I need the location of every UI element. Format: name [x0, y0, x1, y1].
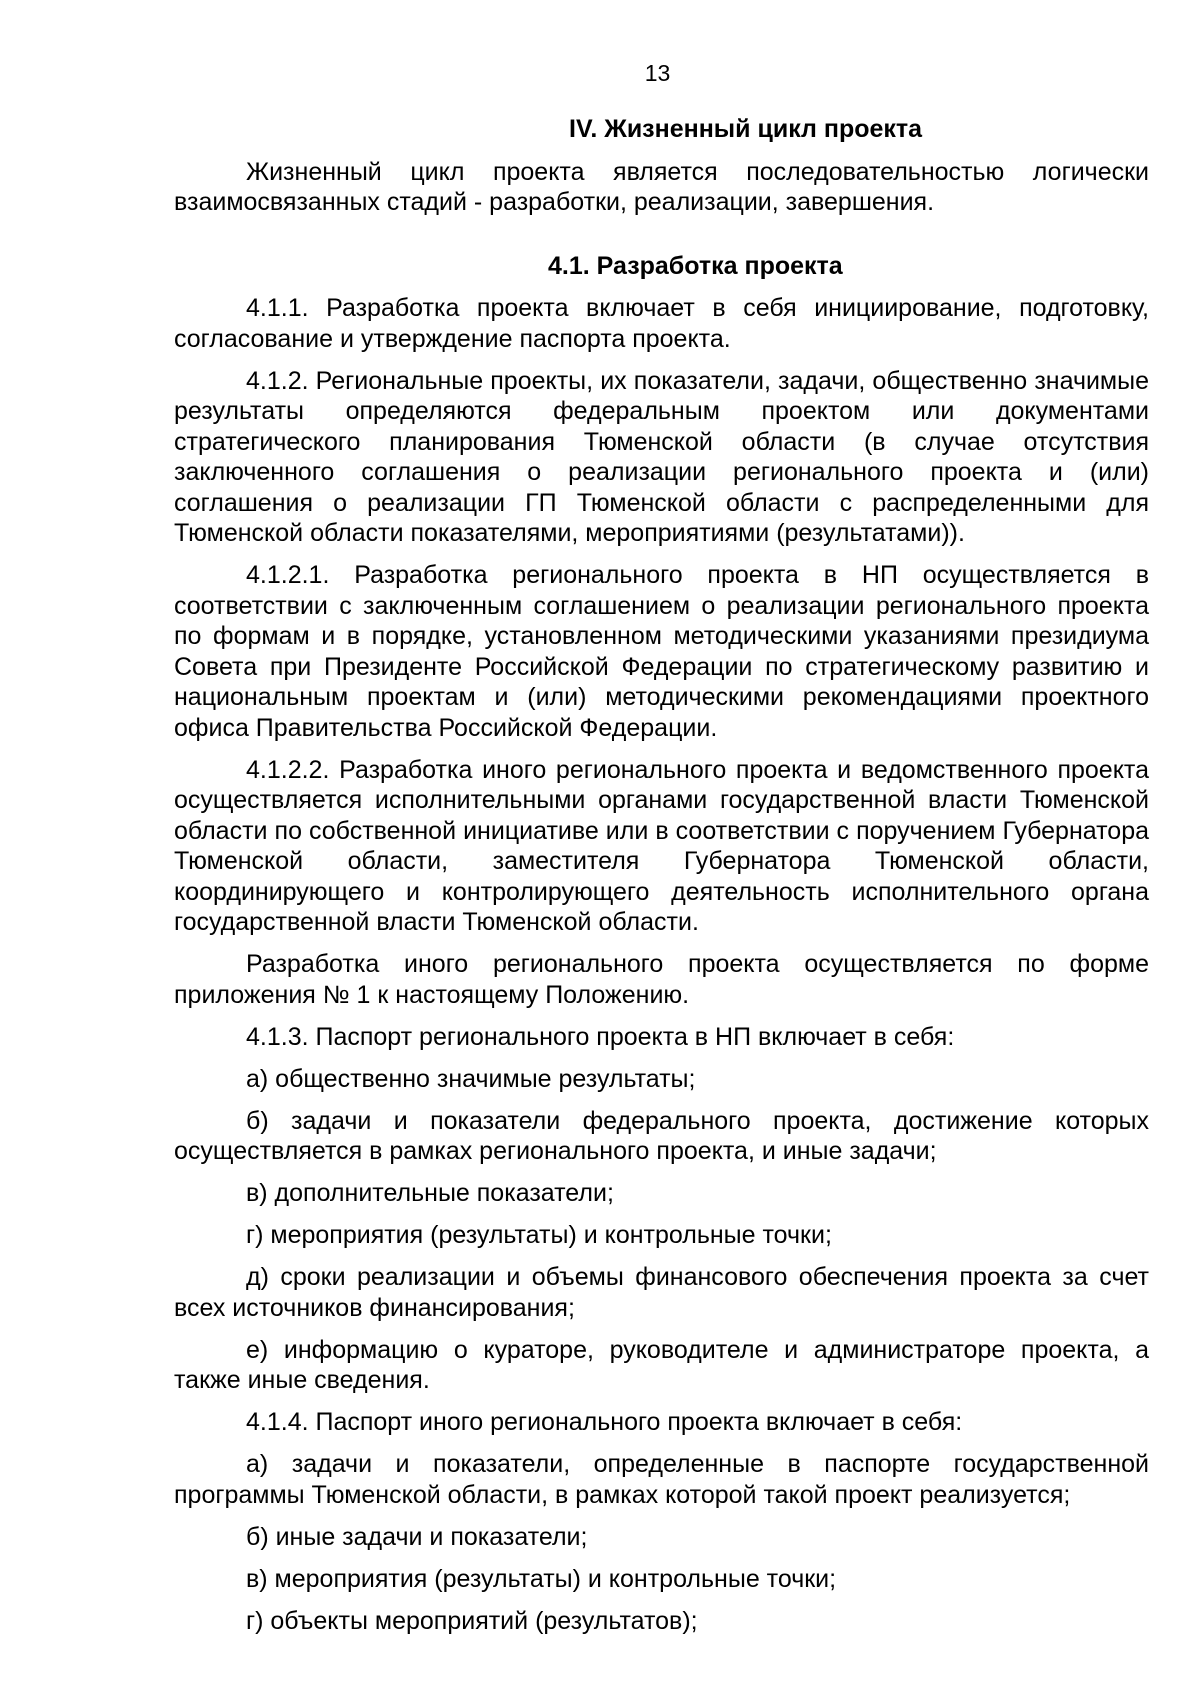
list-item-4-1-4-a: а) задачи и показатели, определенные в паспорте государственной программы Тюменской области, в рамках которой такой проект реализуется;	[174, 1450, 1149, 1509]
subsection-title: 4.1. Разработка проекта	[548, 251, 843, 280]
list-item-4-1-3-a: а) общественно значимые результаты;	[246, 1064, 696, 1093]
list-item-4-1-4-b: б) иные задачи и показатели;	[246, 1522, 588, 1551]
list-item-4-1-4-g: г) объекты мероприятий (результатов);	[246, 1606, 698, 1635]
paragraph-4-1-3: 4.1.3. Паспорт регионального проекта в НП включает в себя:	[246, 1022, 955, 1051]
page-number: 13	[644, 60, 671, 86]
list-item-4-1-3-e: е) информацию о кураторе, руководителе и администраторе проекта, а также иные сведения.	[174, 1335, 1149, 1394]
list-item-4-1-3-d: д) сроки реализации и объемы финансового обеспечения проекта за счет всех источников финансирования;	[174, 1263, 1149, 1322]
paragraph-4-1-2-1: 4.1.2.1. Разработка регионального проекта в НП осуществляется в соответствии с заключенным соглашением о реализации регионального проекта по формам и в порядке, установленном методическими указаниями президиума Совета при Президенте Российской Федерации по стратегическому развитию и национальным проектам и (или) методическими рекомендациями проектного офиса Правительства Российской Федерации.	[174, 561, 1149, 742]
paragraph-4-1-1: 4.1.1. Разработка проекта включает в себя инициирование, подготовку, согласование и утверждение паспорта проекта.	[174, 294, 1149, 353]
list-item-4-1-3-b: б) задачи и показатели федерального проекта, достижение которых осуществляется в рамках регионального проекта, и иные задачи;	[174, 1106, 1149, 1165]
paragraph-form-note: Разработка иного регионального проекта осуществляется по форме приложения № 1 к настоящему Положению.	[174, 950, 1149, 1009]
list-item-4-1-3-g: г) мероприятия (результаты) и контрольные точки;	[246, 1221, 832, 1249]
paragraph-4-1-4: 4.1.4. Паспорт иного регионального проекта включает в себя:	[246, 1408, 963, 1436]
intro-paragraph: Жизненный цикл проекта является последовательностью логически взаимосвязанных стадий - разработки, реализации, завершения.	[174, 157, 1149, 216]
list-item-4-1-4-v: в) мероприятия (результаты) и контрольные точки;	[246, 1564, 837, 1593]
paragraph-4-1-2: 4.1.2. Региональные проекты, их показатели, задачи, общественно значимые результаты определяются федеральным проектом или документами стратегического планирования Тюменской области (в случае отсутствия заключенного соглашения о реализации регионального проекта и (или) соглашения о реализации ГП Тюменской области с распределенными для Тюменской области показателями, мероприятиями (результатами)).	[174, 366, 1149, 547]
list-item-4-1-3-v: в) дополнительные показатели;	[246, 1179, 614, 1207]
section-title: IV. Жизненный цикл проекта	[569, 115, 923, 143]
paragraph-4-1-2-2: 4.1.2.2. Разработка иного регионального проекта и ведомственного проекта осуществляется исполнительными органами государственной власти Тюменской области по собственной инициативе или в соответствии с поручением Губернатора Тюменской области, заместителя Губернатора Тюменской области, координирующего и контролирующего деятельность исполнительного органа государственной власти Тюменской области.	[174, 755, 1149, 936]
document-body	[174, 114, 1149, 1648]
